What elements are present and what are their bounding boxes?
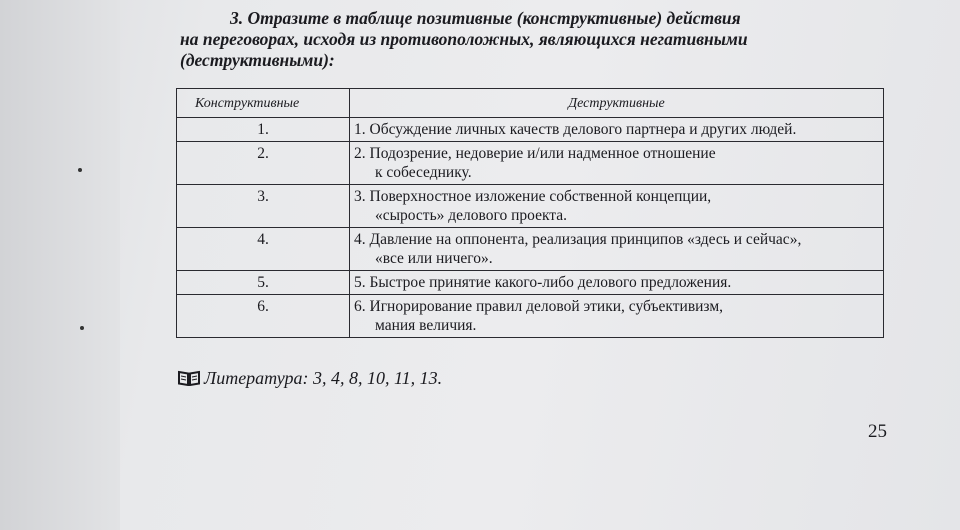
destructive-cell — [350, 295, 884, 338]
table-row — [177, 295, 884, 338]
constructive-cell: 5. — [177, 271, 350, 295]
table-row — [177, 271, 884, 295]
open-book-icon — [178, 370, 200, 386]
page-gutter — [0, 0, 120, 530]
constructive-cell: 2. — [177, 142, 350, 185]
actions-table — [176, 88, 884, 338]
destructive-cell — [350, 118, 884, 142]
cell-line: 2. Подозрение, недоверие и/или надменное отношение — [354, 145, 716, 162]
cell-line: 4. Давление на оппонента, реализация принципов «здесь и сейчас», — [354, 231, 802, 248]
destructive-cell — [350, 271, 884, 295]
page-number: 25 — [868, 421, 887, 442]
task-heading — [180, 8, 880, 71]
cell-line: 5. Быстрое принятие какого-либо делового предложения. — [354, 274, 732, 291]
literature-line — [178, 368, 442, 389]
header-destructive: Деструктивные — [350, 89, 884, 118]
literature-text: Литература: 3, 4, 8, 10, 11, 13. — [204, 368, 443, 388]
table-row — [177, 185, 884, 228]
cell-line: к собеседнику. — [375, 164, 472, 181]
cell-line: мания величия. — [375, 317, 477, 334]
margin-dot — [78, 168, 82, 172]
task-line-3: (деструктивными): — [180, 50, 335, 70]
task-line-2: на переговорах, исходя из противоположных, являющихся негативными — [180, 29, 748, 49]
destructive-cell — [350, 228, 884, 271]
cell-line: 1. Обсуждение личных качеств делового партнера и других людей. — [354, 121, 797, 138]
header-constructive: Конструктивные — [177, 89, 350, 118]
constructive-cell: 3. — [177, 185, 350, 228]
destructive-cell — [350, 185, 884, 228]
constructive-cell: 4. — [177, 228, 350, 271]
margin-dot — [80, 326, 84, 330]
cell-line: 6. Игнорирование правил деловой этики, субъективизм, — [354, 298, 724, 315]
constructive-cell: 1. — [177, 118, 350, 142]
table-row — [177, 142, 884, 185]
cell-line: «все или ничего». — [375, 250, 493, 267]
table-row — [177, 118, 884, 142]
table-row — [177, 228, 884, 271]
cell-line: 3. Поверхностное изложение собственной концепции, — [354, 188, 712, 205]
cell-line: «сырость» делового проекта. — [375, 207, 567, 224]
task-line-1: 3. Отразите в таблице позитивные (конструктивные) действия — [230, 8, 741, 28]
constructive-cell: 6. — [177, 295, 350, 338]
table-header-row — [177, 89, 884, 118]
destructive-cell — [350, 142, 884, 185]
